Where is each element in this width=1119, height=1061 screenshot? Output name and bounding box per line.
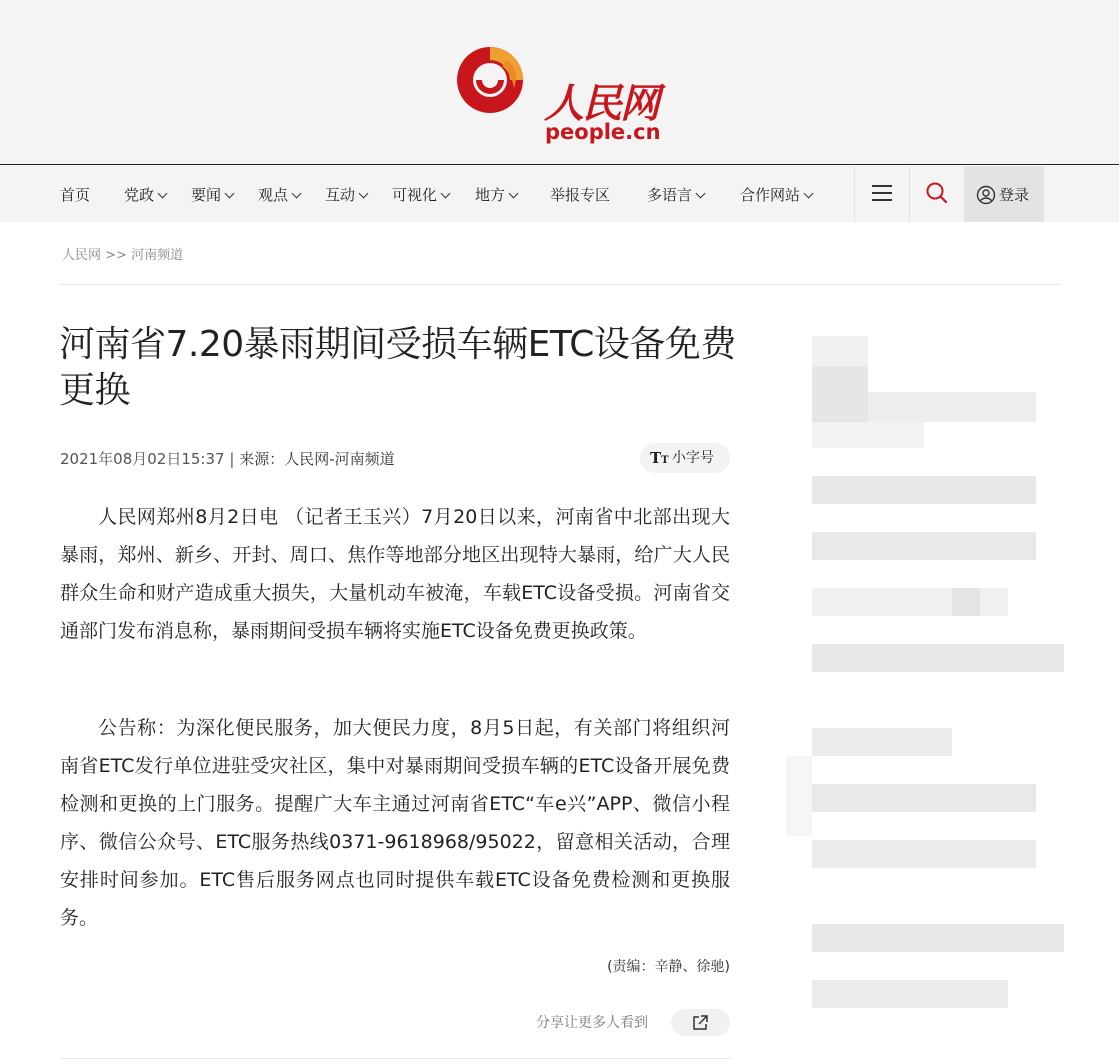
chevron-down-icon [441,189,451,199]
nav-label: 观点 [258,186,289,204]
chevron-down-icon [509,189,519,199]
logo-chinese-text: 人民网 [544,80,658,127]
share-icon [691,1014,709,1032]
header-divider [60,284,1060,285]
nav-label: 互动 [325,186,356,204]
publish-datetime: 2021年08月02日15:37 [60,450,225,468]
logo-english-text: people.cn [545,120,661,144]
chevron-down-icon [359,189,369,199]
nav-item-report[interactable] [550,166,610,222]
search-icon [925,181,949,205]
nav-label: 多语言 [647,186,693,204]
breadcrumb-home-link[interactable]: 人民网 [62,248,102,263]
nav-item-opinion[interactable] [258,166,300,222]
search-button[interactable] [910,166,962,222]
article-paragraph: 公告称：为深化便民服务，加大便民力度，8月5日起，有关部门将组织河南省ETC发行单位进驻受灾社区，集中对暴雨期间受损车辆的ETC设备开展免费检测和更换的上门服务。提醒广大车主通过河南省ETC“车e兴”APP、微信小程序、微信公众号、ETC服务热线0371-9618968/95022，留意相关活动，合理安排时间参加。ETC售后服务网点也同时提供车载ETC设备免费检测和更换服务。 [60,717,730,929]
nav-item-local[interactable] [475,166,517,222]
nav-label: 要闻 [191,186,222,204]
nav-item-news[interactable] [191,166,233,222]
nav-item-partners[interactable] [740,166,812,222]
nav-label: 地方 [475,186,506,204]
share-button[interactable] [671,1009,730,1036]
nav-item-visual[interactable] [392,166,449,222]
article-source[interactable]: 来源：人民网-河南频道 [239,450,395,468]
login-label: 登录 [999,186,1030,204]
editor-credit: (责编：辛静、徐驰) [607,959,730,975]
nav-divider [854,166,855,222]
nav-label: 党政 [124,186,155,204]
chevron-down-icon [696,189,706,199]
nav-label: 可视化 [392,186,438,204]
article-title: 河南省7.20暴雨期间受损车辆ETC设备免费更换 [59,324,736,411]
font-size-label: 小字号 [672,450,714,466]
chevron-down-icon [292,189,302,199]
people-logo[interactable] [452,36,672,144]
nav-label: 举报专区 [550,186,611,204]
user-icon [976,185,996,205]
breadcrumb [62,244,183,263]
text-size-icon: TT [650,449,669,467]
font-size-toggle-button[interactable] [640,443,730,473]
breadcrumb-separator: >> [105,248,127,263]
article-paragraph: 人民网郑州8月2日电 （记者王玉兴）7月20日以来，河南省中北部出现大暴雨，郑州、新乡、开封、周口、焦作等地部分地区出现特大暴雨，给广大人民群众生命和财产造成重大损失，大量机动车被淹，车载ETC设备受损。河南省交通部门发布消息称，暴雨期间受损车辆将实施ETC设备免费更换政策。 [60,506,730,642]
menu-button[interactable] [856,166,908,222]
share-label: 分享让更多人看到 [536,1015,648,1031]
breadcrumb-channel-link[interactable]: 河南频道 [131,248,184,263]
sidebar-ad-placeholder [786,336,1064,1036]
nav-item-interaction[interactable] [325,166,367,222]
top-banner [0,0,1119,165]
nav-item-home[interactable] [60,166,90,222]
article-bottom-divider [60,1058,730,1059]
chevron-down-icon [158,189,168,199]
main-navbar [0,166,1119,222]
chevron-down-icon [804,189,814,199]
nav-label: 合作网站 [740,186,801,204]
login-button[interactable] [964,166,1044,222]
article-meta [60,448,395,469]
meta-separator: | [229,450,235,468]
nav-item-languages[interactable] [647,166,704,222]
logo-mark-icon [452,40,532,120]
chevron-down-icon [225,189,235,199]
nav-item-party[interactable] [124,166,166,222]
nav-label: 首页 [60,186,91,204]
